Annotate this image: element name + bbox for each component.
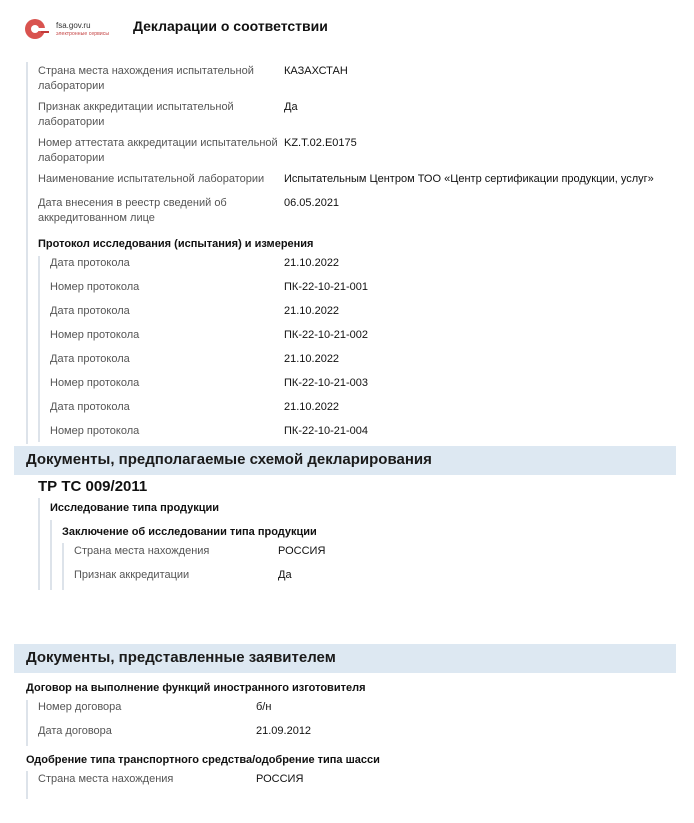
conclusion-line	[62, 543, 64, 590]
contract-row-value: б/н	[256, 701, 272, 713]
contract-row-label: Номер договора	[38, 701, 122, 713]
lab-row-label: Признак аккредитации испытательной лаборатории	[38, 101, 234, 128]
lab-row-label: Номер аттестата аккредитации испытательной лаборатории	[38, 137, 278, 164]
approval-title: Одобрение типа транспортного средства/одобрение типа шасси	[26, 754, 380, 766]
lab-row-value: 06.05.2021	[284, 197, 340, 209]
logo-site-text: fsa.gov.ru	[56, 21, 91, 30]
protocol-value: 21.10.2022	[284, 353, 340, 365]
lab-row-value: Да	[284, 101, 298, 113]
protocol-value: ПК-22-10-21-003	[284, 377, 369, 389]
contract-row-value: 21.09.2012	[256, 725, 312, 737]
protocol-label: Дата протокола	[50, 305, 130, 317]
type-study-line	[50, 520, 52, 590]
conclusion-row-label: Признак аккредитации	[74, 569, 190, 581]
regulation-title: ТР ТС 009/2011	[38, 478, 148, 495]
type-study-title: Исследование типа продукции	[50, 502, 220, 514]
protocol-value: 21.10.2022	[284, 305, 340, 317]
logo-subtitle: электронные сервисы	[56, 31, 110, 37]
protocol-value: ПК-22-10-21-001	[284, 281, 369, 293]
applicant-docs-title: Документы, представленные заявителем	[26, 649, 336, 666]
page-title: Декларации о соответствии	[133, 18, 328, 34]
conclusion-title: Заключение об исследовании типа продукции	[62, 526, 317, 538]
page-header	[0, 0, 694, 58]
lab-row-label: Страна места нахождения испытательной лаборатории	[38, 65, 254, 92]
scheme-docs-title: Документы, предполагаемые схемой декларирования	[26, 451, 432, 468]
approval-line	[26, 771, 28, 799]
conclusion-row-value: Да	[278, 569, 292, 581]
lab-row-label: Дата внесения в реестр сведений об аккредитованном лице	[38, 197, 227, 224]
protocol-value: ПК-22-10-21-004	[284, 425, 369, 437]
lab-row-value: KZ.T.02.E0175	[284, 137, 357, 149]
lab-row-label: Наименование испытательной лаборатории	[38, 173, 265, 185]
protocol-label: Дата протокола	[50, 257, 130, 269]
approval-row-value: РОССИЯ	[256, 773, 304, 785]
contract-title: Договор на выполнение функций иностранного изготовителя	[26, 682, 366, 694]
protocol-label: Дата протокола	[50, 401, 130, 413]
applicant-docs-band	[14, 644, 676, 673]
protocol-value: 21.10.2022	[284, 257, 340, 269]
protocol-value: 21.10.2022	[284, 401, 340, 413]
conclusion-row-value: РОССИЯ	[278, 545, 326, 557]
lab-row-value: Испытательным Центром ТОО «Центр сертификации продукции, услуг»	[284, 173, 654, 185]
regulation-line	[38, 498, 40, 590]
protocols-line	[38, 256, 40, 442]
protocol-label: Номер протокола	[50, 425, 140, 437]
lab-row-value: КАЗАХСТАН	[284, 65, 348, 77]
conclusion-row-label: Страна места нахождения	[74, 545, 210, 557]
approval-row-label: Страна места нахождения	[38, 773, 174, 785]
protocols-title: Протокол исследования (испытания) и измерения	[38, 238, 314, 250]
protocol-label: Дата протокола	[50, 353, 130, 365]
protocol-label: Номер протокола	[50, 281, 140, 293]
lab-section-line	[26, 62, 28, 444]
protocol-label: Номер протокола	[50, 377, 140, 389]
contract-row-label: Дата договора	[38, 725, 112, 737]
scheme-docs-band	[14, 446, 676, 475]
protocol-label: Номер протокола	[50, 329, 140, 341]
fsa-logo-icon	[24, 16, 50, 42]
contract-line	[26, 700, 28, 746]
protocol-value: ПК-22-10-21-002	[284, 329, 369, 341]
